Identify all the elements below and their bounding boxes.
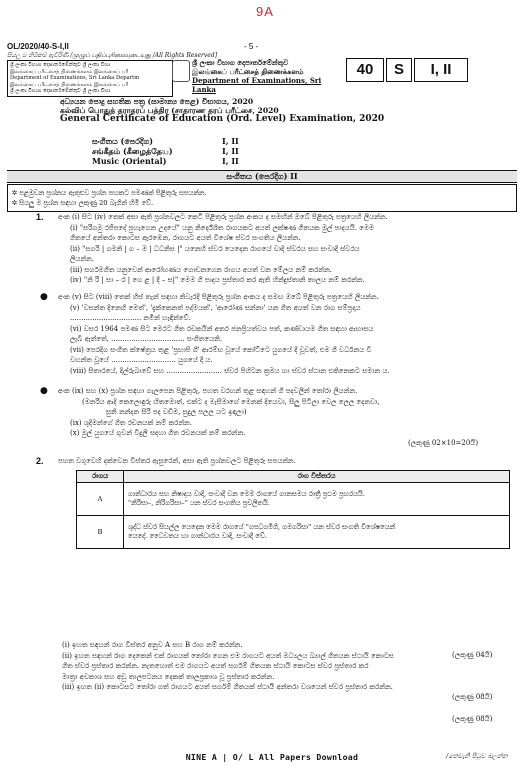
question-line: (iv) "නි රි | සා – ර | ගෙ ළ | දී – ස|" මෙම ගී පාදය ප්‍රස්තාර කර ඇති හින්දුස්තානි තාලය නම් කරන්න. — [70, 276, 365, 284]
question-line: වහන්ත වූයේ ............................. යුගයේ දී ය. — [70, 356, 213, 364]
question-line: අංක (v) සිට (viii) තෙක් හිස් තැන් සඳහා නිවැරදි පිළිතුරු ප්‍රශ්න අංකය ද සමඟ ඔබේ පිළිතුරු පත්‍රයෙහි ලියන්න. — [58, 293, 379, 301]
subject-part: I, II — [222, 156, 239, 166]
question-line: (viii) සිතාරයේ, දිල්රුබාවේ සහ ......................... ස්වර පිහිටන ක්‍රමය හා ස්වර ස්ථාන එකිනෙකට සමාන ය. — [70, 366, 390, 375]
subject-part: I, II — [222, 136, 239, 146]
subject-names — [92, 136, 173, 166]
subject-code-box: 40 — [346, 58, 384, 82]
department-box — [7, 60, 173, 97]
department-line: இலங்கைப் பரீட்சைத் திணைக்களம் இலங்கைப் பரீ — [10, 68, 129, 75]
marks-q2-i: (ලකුණු 04යි) — [452, 651, 493, 659]
subject-name: සංගීතය (පෙරදිග) — [92, 136, 154, 146]
instructions-box — [7, 184, 517, 212]
stamp-line: Department of Examinations, Sri Lanka — [192, 76, 322, 94]
subject-part: I, II — [222, 146, 239, 156]
marks-q1: (ලකුණු 02×10=20යි) — [408, 439, 479, 447]
table-cell-raga: B — [77, 516, 124, 549]
question-line: (v) 'වසන්ත දිනෙහි මෙත්', 'දැක්කෙනත් පද්මයක්', 'ආරෝණ සන්නා' යන ගීත අයත් වන රාග සම්ප්‍රදාය — [70, 303, 361, 312]
table-row — [77, 483, 510, 516]
exam-title-sinhala: අධ්‍යයන පොදු සහතික පත්‍ර (සාමාන්‍ය පෙළ) විභාගය, 2020 — [60, 97, 254, 106]
department-line: இலங்கைப் பரீட்சைத் திணைக்களம் இலங்கைப் பரீ — [10, 81, 129, 88]
department-stamp — [192, 58, 334, 94]
question-line: අංක (ix) සහ (x) ප්‍රශ්න සඳහා ගැලපෙන පිළිතුරු, පහත වරහන් තුළ සඳහන් ගී පදවලින් තෝරා ලියන්න. — [58, 387, 358, 395]
department-line: Department of Examinations, Sri Lanka Departm — [10, 75, 140, 82]
question-line: (x) මුල් යුගයේ ගුවන් විදුලි සදහා ගීත රචනයක් නම් කරන්න. — [70, 429, 246, 437]
department-line: ශ්‍රී ලංකා විභාග දෙපාර්තමේන්තුව ශ්‍රී ලංකා විභා — [10, 62, 111, 68]
desc-line: ශුද්ධ ස්වර සියල්ල යෙදෙන මෙම රාගයේ "ගපධගමිගි, ගමගරිසා" යන ස්වර සංගති විශේෂයෙන් — [128, 523, 396, 531]
marks-q2-ii: (ලකුණු 08යි) — [452, 693, 493, 701]
question-1-part-a — [58, 212, 388, 286]
question-line: (iii) ඉහත (ii) කොටසට තෝරා ගත් රාගයට අයත් සර්ගම් ගීතයක් ස්ථායි අන්තරා වශයෙන් ස්වර ප්‍රස්තාර කරන්න. — [62, 683, 393, 691]
department-line: ශ්‍රී ලංකා විභාග දෙපාර්තමේන්තුව ශ්‍රී ලංකා විභා — [10, 88, 111, 95]
table-cell-raga: A — [77, 483, 124, 516]
desc-line: ගාන්ධාරය සහ නිෂාදය වාදි, සංවාදී වන මෙම රාගයේ ගානසමය රාත්‍රී ප්‍රථම ප්‍රහරයයි. — [128, 490, 365, 498]
question-line: (ii) ඉහත සඳහන් රාග දෙකෙන් එක් රාගයක් තෝරා ගෙන එම රාගයට අයත් මධ්‍යලය ඛ්‍යාල් ගීතයක ස්ථායි කොටස — [62, 651, 394, 660]
language-code-box: S — [386, 58, 412, 82]
question-1-part-c — [58, 386, 380, 439]
question-line: (i) "සරිගමු රජිපදේ පුහැගෙන උදයේ" යනු නිර්දේශිත රාගයකට අයත් ලක්ෂණ ගීතයක මුල් පාදයයි. මෙම — [70, 223, 375, 232]
emblem-icon — [172, 60, 190, 82]
subject-bar: සංගීතය (පෙරදිග) II — [7, 170, 517, 183]
question-line: ................................ නමින් හැඳින්වේ. — [70, 314, 191, 322]
stamp-line: ශ්‍රී ලංකා විභාග දෙපාර්තමේන්තුව — [192, 58, 289, 67]
question-line: (i) ඉහත සඳහන් රාග විස්තර අනුව A සහ B රාග නම් කරන්න. — [62, 641, 243, 649]
paper-code-header: OL/2020/40-S-I,II — [7, 42, 69, 51]
question-line: (ix) ශුදිමන්ගේ ගීත රචනයක් නම් කරන්න. — [70, 418, 192, 427]
question-2-items — [62, 640, 394, 693]
question-line: (iii) සර්ගමගීත යනුවෙන් ආරෝහණය ගොඩනගෙන රාගය අයත් වන මේලය නම් කරන්න. — [70, 265, 332, 274]
raga-table — [76, 470, 510, 549]
part-code-box: I, II — [414, 58, 468, 82]
question-line: ලැබී ඇත්තේ, ................................. සංගීතයෙනි. — [70, 335, 223, 343]
page-mark: 9A — [256, 4, 274, 19]
table-row — [77, 516, 510, 549]
bullet-icon: ● — [40, 386, 48, 396]
question-line: ගීතයේ අන්තරා කොටස ඇරඹෙන, රාගයට අයත් විශේෂ ස්වර සංගතිය ලියන්න. — [70, 234, 301, 242]
bullet-icon: ● — [40, 292, 48, 302]
table-cell-desc — [124, 516, 510, 549]
question-line: (මනරිය ආදි කෙලොඳුරු හිතමොත්, එක්ට ද මැසීමාගේ මෙනක් දියෙවා, සිලු පිටිලා වෙල ලෙල දෙනවා, — [82, 397, 380, 406]
question-line: මාත්‍රා අවකාශ සහ අඩු තාලපටනය දෙකක් තාලප්‍රකාශ වූ ප්‍රස්තාර කරන්න. — [62, 672, 275, 681]
question-number: 2. — [36, 456, 44, 466]
exam-title-tamil: கல்விப் பொதுத் தராதரப் பத்திர (சாதாரண தரப் பரீட்சை, 2020 — [60, 106, 279, 115]
exam-title-english: General Certificate of Education (Ord. Level) Examination, 2020 — [60, 114, 385, 124]
rights-notice: සියලු ම හිමිකම් ඇවිරිණි /முழுப் பதிப்புரிமையுடையது /All Rights Reserved] — [7, 52, 218, 59]
question-line: සුනි නන්දන සිරි පද වඩිම, සුදුල පලල යට ඉඳලා) — [106, 408, 247, 416]
table-cell-desc — [124, 483, 510, 516]
subject-name: சங்கீதம் (கீழைத்தேய) — [92, 146, 173, 156]
page-number: - 5 - — [244, 42, 259, 51]
footer-banner: NINE A | O/ L All Papers Download — [185, 752, 359, 762]
desc-line: යෙදේ. ධෛවතය හා ගාන්ධාරය වාදි, සංවාදී වේ. — [128, 532, 267, 540]
question-line: ලියන්න. — [70, 255, 94, 263]
question-line: (vii) පෙරදිග සංගීත ක්ෂේත්‍රය තුළ 'ප්‍රභාපි ගී' ආරම්භ වූයේ කෝට්ටෙ යුගයේ දී වූවත්, එම ගී වර්ධනය වී — [70, 345, 372, 354]
subject-name: Music (Oriental) — [92, 156, 167, 166]
question-line: (ii) "සගරි | ගමනි | ග – ම | ධධනිස |" යනෙහි ස්වර යෙදෙන රාගයේ වාදි ස්වරය සහ සංවාදී ස්වරය — [70, 244, 360, 253]
marks-q2-iii: (ලකුණු 08යි) — [452, 715, 493, 723]
desc-line: "නිරිසා–, නිරිගරිසා–" යන ස්වර සංගතිය ප්‍රචලිතයි. — [128, 499, 270, 507]
question-number: 1. — [36, 212, 44, 222]
subject-parts — [222, 136, 239, 166]
footer-next-page: /තෙවැනි පිටුව බලන්න — [446, 752, 508, 760]
stamp-line: இலங்கைப் பரீட்சைத் திணைக்களம் — [192, 67, 304, 76]
exam-title — [60, 97, 385, 124]
question-1-part-b — [58, 292, 390, 376]
table-header: රාගය — [77, 471, 124, 483]
question-line: (vi) වසර 1964 පමණ සිට මෙරට ගීත රචකයින් අතර ජනප්‍රියත්වය පත්, කණ්ඩායම ගීත සඳහා ආභාසය — [70, 324, 374, 333]
table-header: රාග විස්තරය — [124, 471, 510, 483]
question-line: අංක (i) සිට (iv) තෙක් අසා ඇති ප්‍රශ්නවලට කෙටි පිළිතුරු ප්‍රශ්න අංකය ද සමඟින් ඔබේ පිළිතුරු පත්‍රයෙහි ලියන්න. — [58, 213, 388, 221]
instruction: ✲ සියලු ම ප්‍රශ්න සඳහා ලකුණු 20 බැගින් හිමි වේ. — [12, 199, 154, 207]
question-2-intro: පහත වගුවෙහි දක්වෙන විස්තර ඇසුරෙන්, අසා ඇති ප්‍රශ්නවලට පිළිතුරු සපයන්න. — [58, 457, 296, 465]
instruction: ✲ පළමුවන ප්‍රශ්නය ඇතුළුව ප්‍රශ්න පහකට පමණක් පිළිතුරු සපයන්න. — [12, 189, 207, 197]
question-line: ගීත ස්වර ප්‍රස්තාර කරන්න. නැතහොත් එම රාගයට අයත් සර්ගම් ගීතයක ස්ථායි කොටස ස්වර ප්‍රස්තාර කර — [62, 662, 369, 670]
